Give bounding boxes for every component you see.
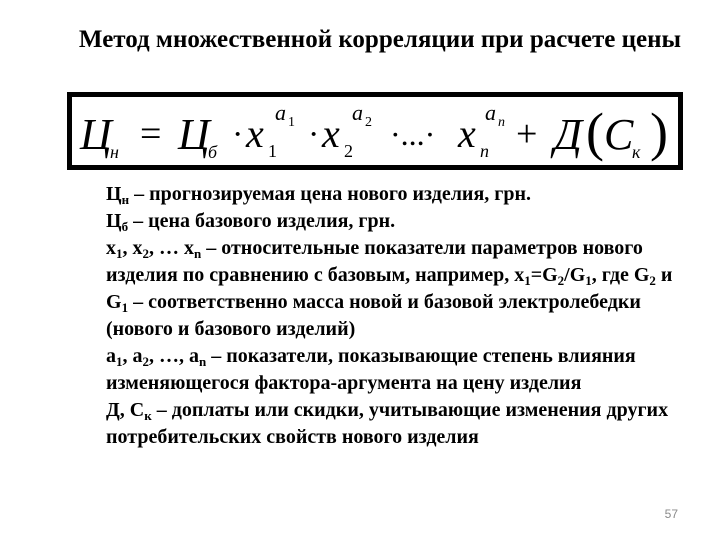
formula-box	[67, 92, 683, 170]
formula-x2: x	[322, 111, 340, 156]
formula-surcharge: Д	[554, 110, 582, 159]
slide-title: Метод множественной корреляции при расчете цены	[78, 26, 682, 53]
price-formula	[72, 97, 678, 165]
formula-xn-exp-sub: n	[498, 115, 505, 130]
formula-xn: x	[458, 111, 476, 156]
definition-exponents: $a_1$, $a_2$, …, $a_n$ – показатели, показывающие степень влияния изменяющегося фактора-аргумента на цену изделия	[106, 345, 636, 394]
formula-price-new: Ц	[80, 110, 112, 159]
formula-x2-exp: a	[352, 100, 363, 125]
formula-price-base: Ц	[178, 110, 210, 159]
definition-price-base: $Ц_б$ – цена базового изделия, грн.	[106, 210, 396, 234]
formula-paren-close: )	[650, 102, 668, 162]
formula-c: С	[604, 110, 634, 159]
page-number: 57	[664, 507, 678, 521]
formula-x1-exp-sub: 1	[288, 115, 295, 130]
formula-x1-sub: 1	[268, 141, 277, 161]
formula-dot-2: ·	[308, 116, 320, 153]
formula-equals: =	[140, 113, 162, 155]
formula-xn-sub: n	[480, 141, 489, 161]
formula-dot-1: ·	[232, 116, 244, 153]
formula-paren-open: (	[586, 102, 604, 162]
formula-x1: x	[246, 111, 264, 156]
formula-x2-sub: 2	[344, 141, 353, 161]
formula-x2-exp-sub: 2	[365, 115, 372, 130]
formula-x1-exp: a	[275, 100, 286, 125]
definition-price-new: $Ц_н$ – прогнозируемая цена нового изделия, грн.	[106, 183, 531, 207]
definition-parameters: $x_1$, $x_2$, … $x_n$ – относительные показатели параметров нового изделия по сравнению с базовым, например, $x_1=G_2/G_1$, где $G_2$ и $G_1$ – соответственно масса новой и базовой электролебедки (нового и базового изделий)	[106, 237, 673, 340]
formula-c-sub: к	[632, 142, 641, 162]
formula-price-base-sub: б	[208, 142, 218, 162]
formula-xn-exp: a	[485, 100, 496, 125]
formula-price-new-sub: н	[110, 142, 119, 162]
definitions-text	[69, 181, 693, 451]
formula-plus: +	[516, 113, 538, 155]
definition-surcharges: Д, $С_к$ – доплаты или скидки, учитывающие изменения других потребительских свойств нового изделия	[106, 399, 669, 448]
formula-ellipsis: ·...·	[390, 116, 436, 152]
